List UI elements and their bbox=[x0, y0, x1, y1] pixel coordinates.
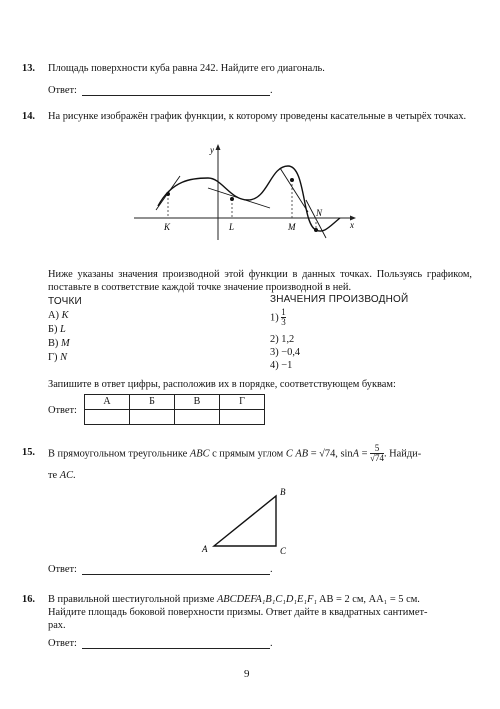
q16-line2: Найдите площадь боковой поверхности призмы. Ответ дайте в квадратных сантимет- bbox=[48, 607, 428, 618]
right-item-2: 2) 1,2 bbox=[270, 334, 295, 345]
answer-col-c: В bbox=[175, 395, 220, 410]
point-m bbox=[290, 178, 294, 182]
left-item-b: Б) L bbox=[48, 324, 66, 335]
tangent-l bbox=[208, 188, 270, 208]
q14-text: На рисунке изображён график функции, к которому проведены касательные в четырёх точках. bbox=[48, 111, 467, 122]
label-k: K bbox=[164, 222, 171, 232]
q13-number: 13. bbox=[22, 63, 35, 74]
y-axis-label: y bbox=[210, 145, 214, 155]
label-m: M bbox=[288, 222, 296, 232]
point-l bbox=[230, 197, 234, 201]
q13-text: Площадь поверхности куба равна 242. Найдите его диагональ. bbox=[48, 63, 325, 74]
vertex-b: B bbox=[280, 487, 286, 497]
q15-number: 15. bbox=[22, 447, 35, 458]
q14-number: 14. bbox=[22, 111, 35, 122]
left-item-d: Г) N bbox=[48, 352, 68, 363]
q14-instruction: Ниже указаны значения производной этой функции в данных точках. Пользуясь графиком, поставьте в соответствие каждой точке значение производной в ней. bbox=[48, 269, 472, 293]
answer-cell-a[interactable] bbox=[85, 410, 130, 425]
left-item-c: В) M bbox=[48, 338, 70, 349]
label-n: N bbox=[316, 208, 323, 218]
q16-line3: рах. bbox=[48, 620, 66, 631]
y-axis-arrow bbox=[216, 144, 221, 150]
answer-cell-c[interactable] bbox=[175, 410, 220, 425]
q13-answer-end: . bbox=[270, 85, 273, 96]
right-item-1: 1) $\frac{1}{3}$ bbox=[270, 307, 286, 328]
q16-line1: В правильной шестиугольной призме ABCDEFA₁B₁C₁D₁E₁F₁ AB = 2 см, AA₁ = 5 см. bbox=[48, 594, 420, 605]
q15-answer-field[interactable] bbox=[82, 574, 270, 575]
page-number: 9 bbox=[244, 668, 250, 680]
answer-col-b: Б bbox=[130, 395, 175, 410]
q13-answer-field[interactable] bbox=[82, 95, 270, 96]
q16-number: 16. bbox=[22, 594, 35, 605]
q16-answer-label: Ответ: bbox=[48, 638, 77, 649]
answer-col-a: А bbox=[85, 395, 130, 410]
triangle-shape bbox=[214, 496, 276, 546]
tangent-m bbox=[280, 168, 308, 212]
points-header: ТОЧКИ bbox=[48, 296, 82, 307]
label-l: L bbox=[229, 222, 235, 232]
answer-cell-b[interactable] bbox=[130, 410, 175, 425]
derivative-header: ЗНАЧЕНИЯ ПРОИЗВОДНОЙ bbox=[270, 294, 409, 305]
q16-answer-end: . bbox=[270, 638, 273, 649]
q15-text-line2: те AC. bbox=[48, 470, 76, 481]
q13-answer-label: Ответ: bbox=[48, 85, 77, 96]
right-triangle bbox=[196, 484, 300, 560]
q15-answer-end: . bbox=[270, 564, 273, 575]
vertex-c: C bbox=[280, 546, 287, 556]
vertex-a: A bbox=[202, 544, 208, 554]
function-graph bbox=[130, 142, 366, 242]
q14-answer-table bbox=[84, 394, 265, 425]
point-n bbox=[314, 228, 318, 232]
answer-cell-d[interactable] bbox=[220, 410, 265, 425]
q15-text-line1: В прямоугольном треугольнике ABC с прямым углом C AB = √74, sinA = $\frac{5}{√74}$ . Найди- bbox=[48, 443, 422, 464]
left-item-a: А) K bbox=[48, 310, 69, 321]
right-item-4: 4) −1 bbox=[270, 360, 293, 371]
function-curve bbox=[158, 166, 340, 231]
point-k bbox=[166, 192, 170, 196]
q14-answer-label: Ответ: bbox=[48, 405, 77, 416]
x-axis-label: x bbox=[350, 220, 354, 230]
table-instruction: Запишите в ответ цифры, расположив их в порядке, соответствующем буквам: bbox=[48, 379, 396, 390]
q15-answer-label: Ответ: bbox=[48, 564, 77, 575]
answer-col-d: Г bbox=[220, 395, 265, 410]
q16-answer-field[interactable] bbox=[82, 648, 270, 649]
right-item-3: 3) −0,4 bbox=[270, 347, 301, 358]
